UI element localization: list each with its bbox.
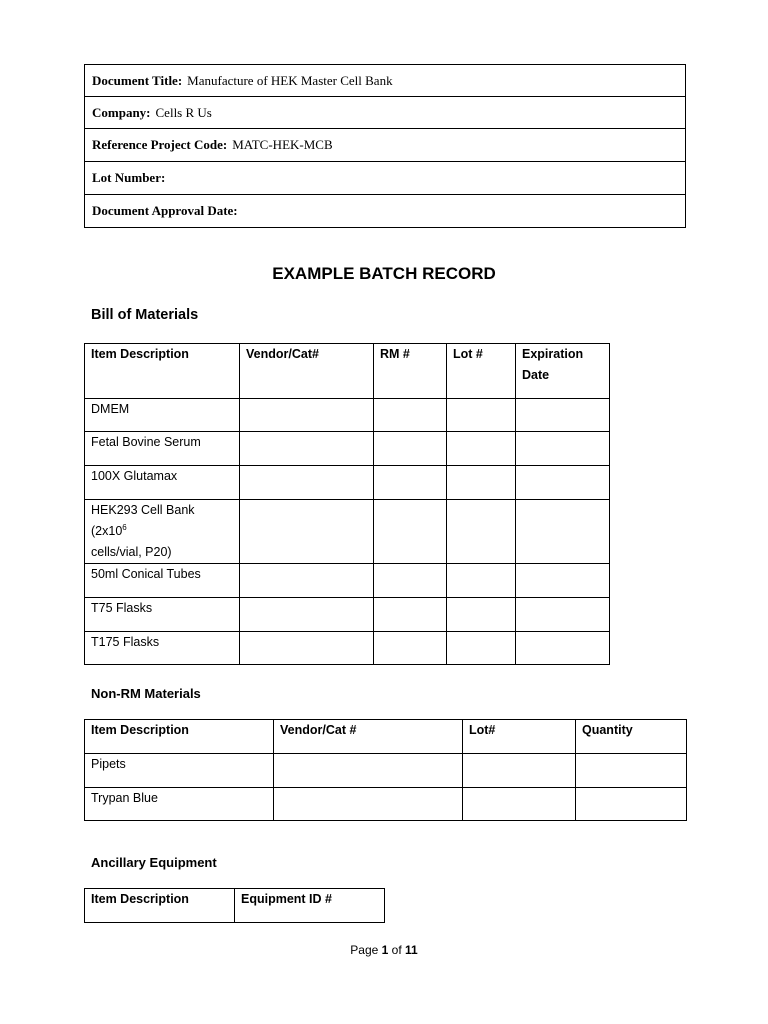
ancillary-col-equipment-id: Equipment ID # [235,889,385,923]
non-rm-col-lot: Lot# [463,720,576,754]
bom-expiration-cell [516,399,610,432]
table-row [85,788,687,821]
document-title-label: Document Title: [92,73,183,88]
page-number-middle: of [388,943,406,957]
bom-expiration-cell [516,632,610,665]
bom-rm-cell [374,432,447,466]
bom-vendor-cell [240,466,374,500]
bom-col-vendor-cat: Vendor/Cat# [240,344,374,399]
page-title: EXAMPLE BATCH RECORD [272,264,496,283]
bom-lot-cell [447,632,516,665]
company-row [85,97,686,129]
bom-expiration-cell [516,432,610,466]
page-number-prefix: Page [350,943,382,957]
bom-lot-cell [447,564,516,598]
bom-rm-cell [374,500,447,564]
page-number [0,943,768,957]
bom-item-description [85,500,240,564]
cell-bank-text-line2: cells/vial, P20) [91,545,172,559]
document-title-value: Manufacture of HEK Master Cell Bank [187,73,393,88]
bom-item-description: 50ml Conical Tubes [85,564,240,598]
bom-expiration-cell [516,466,610,500]
non-rm-item-description: Pipets [85,754,274,788]
non-rm-quantity-cell [576,788,687,821]
project-code-row [85,129,686,162]
bom-col-lot: Lot # [447,344,516,399]
ancillary-equipment-table [84,888,385,923]
cell-bank-exponent: 6 [122,522,127,532]
bom-header-row [85,344,610,399]
bom-expiration-cell [516,500,610,564]
bom-vendor-cell [240,598,374,632]
page-number-total: 11 [405,943,418,957]
table-row [85,399,610,432]
bom-vendor-cell [240,632,374,665]
company-value: Cells R Us [155,105,212,120]
table-row [85,432,610,466]
bom-rm-cell [374,632,447,665]
non-rm-col-quantity: Quantity [576,720,687,754]
ancillary-equipment-heading: Ancillary Equipment [91,855,217,870]
bom-lot-cell [447,466,516,500]
bom-vendor-cell [240,564,374,598]
bom-rm-cell [374,399,447,432]
cell-bank-text: HEK293 Cell Bank (2x10 [91,503,195,538]
non-rm-materials-table [84,719,687,821]
bom-item-description: Fetal Bovine Serum [85,432,240,466]
project-code-label: Reference Project Code: [92,137,228,152]
ancillary-col-item-description: Item Description [85,889,235,923]
bom-item-description: T175 Flasks [85,632,240,665]
non-rm-lot-cell [463,754,576,788]
non-rm-vendor-cell [274,788,463,821]
document-title-row [85,65,686,97]
bom-expiration-cell [516,564,610,598]
table-row [85,632,610,665]
approval-date-row [85,195,686,228]
bom-lot-cell [447,432,516,466]
non-rm-col-item-description: Item Description [85,720,274,754]
bom-rm-cell [374,598,447,632]
bom-rm-cell [374,466,447,500]
non-rm-vendor-cell [274,754,463,788]
non-rm-materials-heading: Non-RM Materials [91,686,201,701]
lot-number-row [85,162,686,195]
table-row [85,598,610,632]
bom-col-rm: RM # [374,344,447,399]
bom-item-description: DMEM [85,399,240,432]
page-number-current: 1 [381,943,389,957]
bom-col-expiration-date: Expiration Date [516,344,610,399]
table-row [85,564,610,598]
non-rm-col-vendor-cat: Vendor/Cat # [274,720,463,754]
approval-date-label: Document Approval Date: [92,203,238,218]
bom-item-description: T75 Flasks [85,598,240,632]
project-code-value: MATC-HEK-MCB [232,137,333,152]
bom-item-description: 100X Glutamax [85,466,240,500]
non-rm-header-row [85,720,687,754]
lot-number-label: Lot Number: [92,170,166,185]
bom-col-item-description: Item Description [85,344,240,399]
company-label: Company: [92,105,151,120]
table-row [85,500,610,564]
table-row [85,466,610,500]
non-rm-item-description: Trypan Blue [85,788,274,821]
non-rm-quantity-cell [576,754,687,788]
bom-lot-cell [447,500,516,564]
table-row [85,754,687,788]
bom-lot-cell [447,598,516,632]
non-rm-lot-cell [463,788,576,821]
bom-vendor-cell [240,500,374,564]
bom-vendor-cell [240,399,374,432]
bom-lot-cell [447,399,516,432]
bill-of-materials-heading: Bill of Materials [91,307,199,323]
document-info-table [84,64,686,228]
bom-rm-cell [374,564,447,598]
ancillary-header-row [85,889,385,923]
bill-of-materials-table [84,343,610,665]
bom-vendor-cell [240,432,374,466]
bom-expiration-cell [516,598,610,632]
